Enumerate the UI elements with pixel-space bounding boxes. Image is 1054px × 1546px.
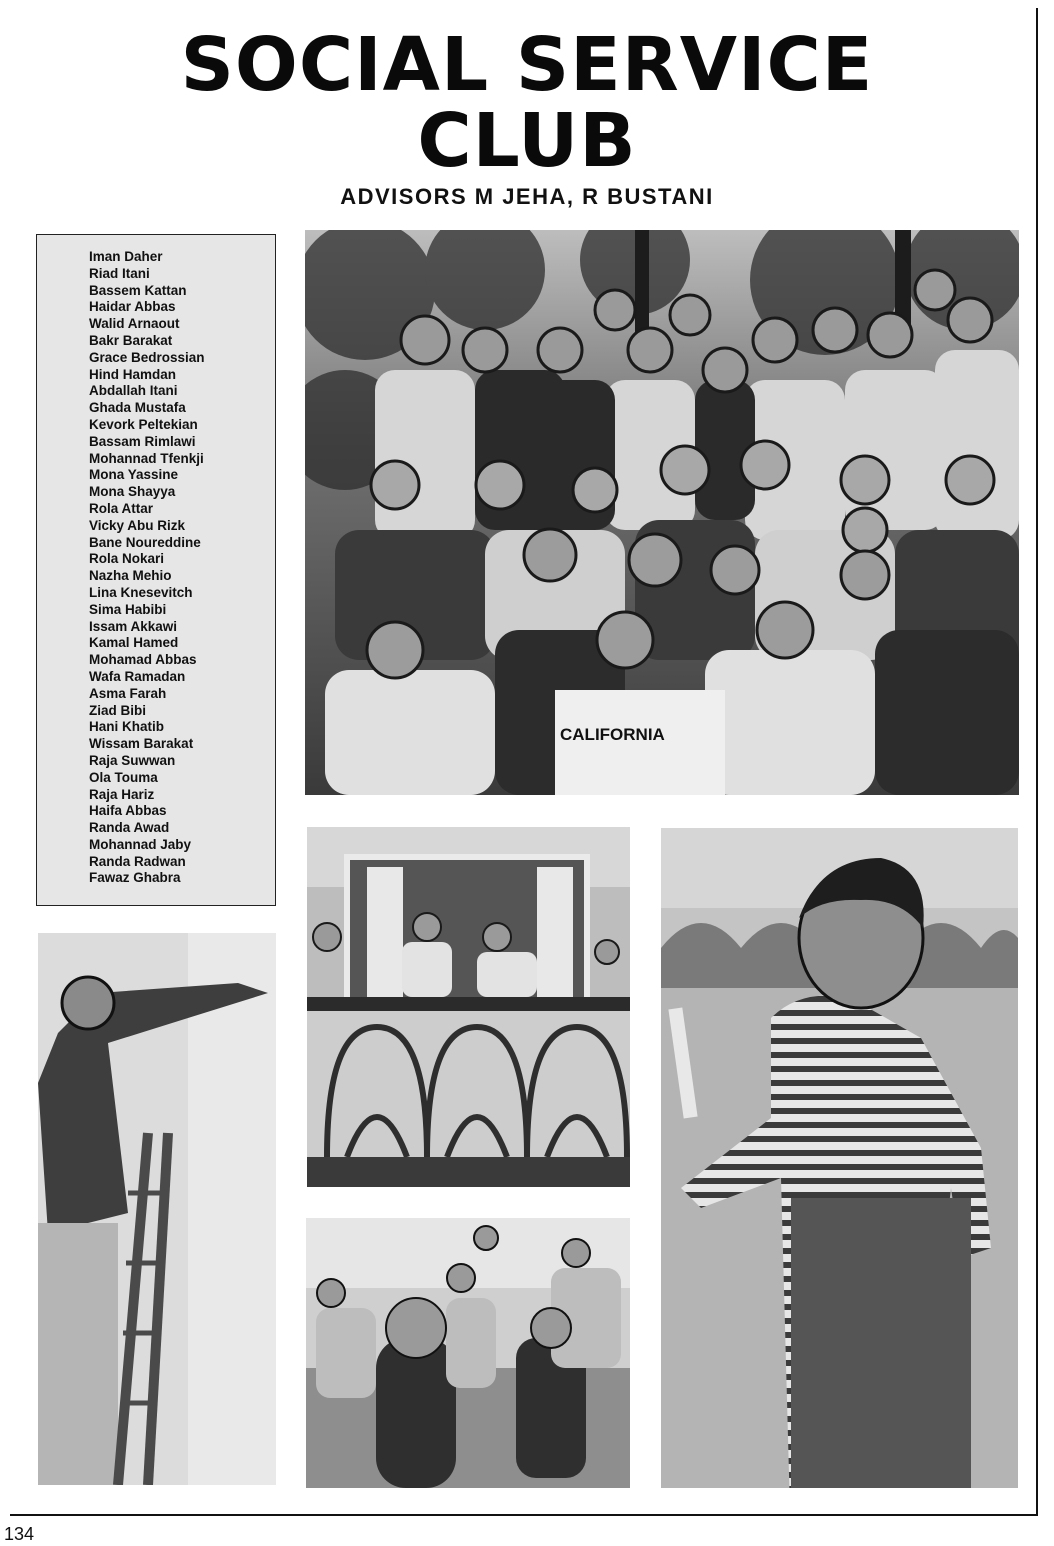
- member-name: Haidar Abbas: [89, 299, 176, 315]
- shirt-text: CALIFORNIA: [560, 725, 665, 744]
- member-name: Wafa Ramadan: [89, 668, 186, 684]
- member-name: Bane Noureddine: [89, 534, 201, 550]
- boy-photo: [661, 828, 1018, 1488]
- member-name: Vicky Abu Rizk: [89, 517, 186, 533]
- page-title-line-1: SOCIAL SERVICE: [180, 22, 874, 108]
- member-name: Grace Bedrossian: [89, 349, 205, 365]
- member-roster-box: [36, 234, 276, 906]
- member-name: Hind Hamdan: [89, 366, 177, 382]
- painting-wall-photo: [38, 933, 276, 1485]
- member-name: Bassam Rimlawi: [89, 433, 196, 449]
- member-name: Bassem Kattan: [89, 282, 187, 298]
- children-photo: [306, 1218, 630, 1488]
- member-name: Lina Knesevitch: [89, 584, 193, 600]
- member-name: Mona Shayya: [89, 484, 176, 500]
- member-name: Ola Touma: [89, 769, 158, 785]
- member-name: Abdallah Itani: [89, 383, 178, 399]
- member-name: Mohamad Abbas: [89, 652, 197, 668]
- balcony-photo: [307, 827, 630, 1187]
- member-name: Nazha Mehio: [89, 568, 172, 584]
- member-name: Randa Radwan: [89, 853, 186, 869]
- member-name: Wissam Barakat: [89, 736, 194, 752]
- member-name: Asma Farah: [89, 685, 167, 701]
- member-name: Mohannad Tfenkji: [89, 450, 204, 466]
- member-list: [89, 249, 275, 887]
- member-name: Kevork Peltekian: [89, 416, 198, 432]
- member-name: Rola Attar: [89, 500, 154, 516]
- member-name: Issam Akkawi: [89, 618, 178, 634]
- member-name: Riad Itani: [89, 265, 150, 281]
- group-photo: [305, 230, 1019, 795]
- member-name: Bakr Barakat: [89, 332, 173, 348]
- member-name: Sima Habibi: [89, 601, 167, 617]
- member-name: Randa Awad: [89, 820, 170, 836]
- page-number: 134: [4, 1524, 35, 1544]
- member-name: Raja Hariz: [89, 786, 155, 802]
- member-name: Iman Daher: [89, 249, 163, 264]
- member-name: Raja Suwwan: [89, 752, 176, 768]
- member-name: Fawaz Ghabra: [89, 870, 181, 886]
- member-name: Mohannad Jaby: [89, 836, 192, 852]
- member-name: Ghada Mustafa: [89, 400, 186, 416]
- page-title-line-2: CLUB: [417, 98, 637, 184]
- member-name: Hani Khatib: [89, 719, 165, 735]
- advisors-line: ADVISORS M JEHA, R BUSTANI: [340, 184, 714, 209]
- member-name: Kamal Hamed: [89, 635, 179, 651]
- member-name: Haifa Abbas: [89, 803, 167, 819]
- member-name: Mona Yassine: [89, 467, 179, 483]
- member-name: Rola Nokari: [89, 551, 165, 567]
- member-name: Walid Arnaout: [89, 316, 180, 332]
- member-name: Ziad Bibi: [89, 702, 146, 718]
